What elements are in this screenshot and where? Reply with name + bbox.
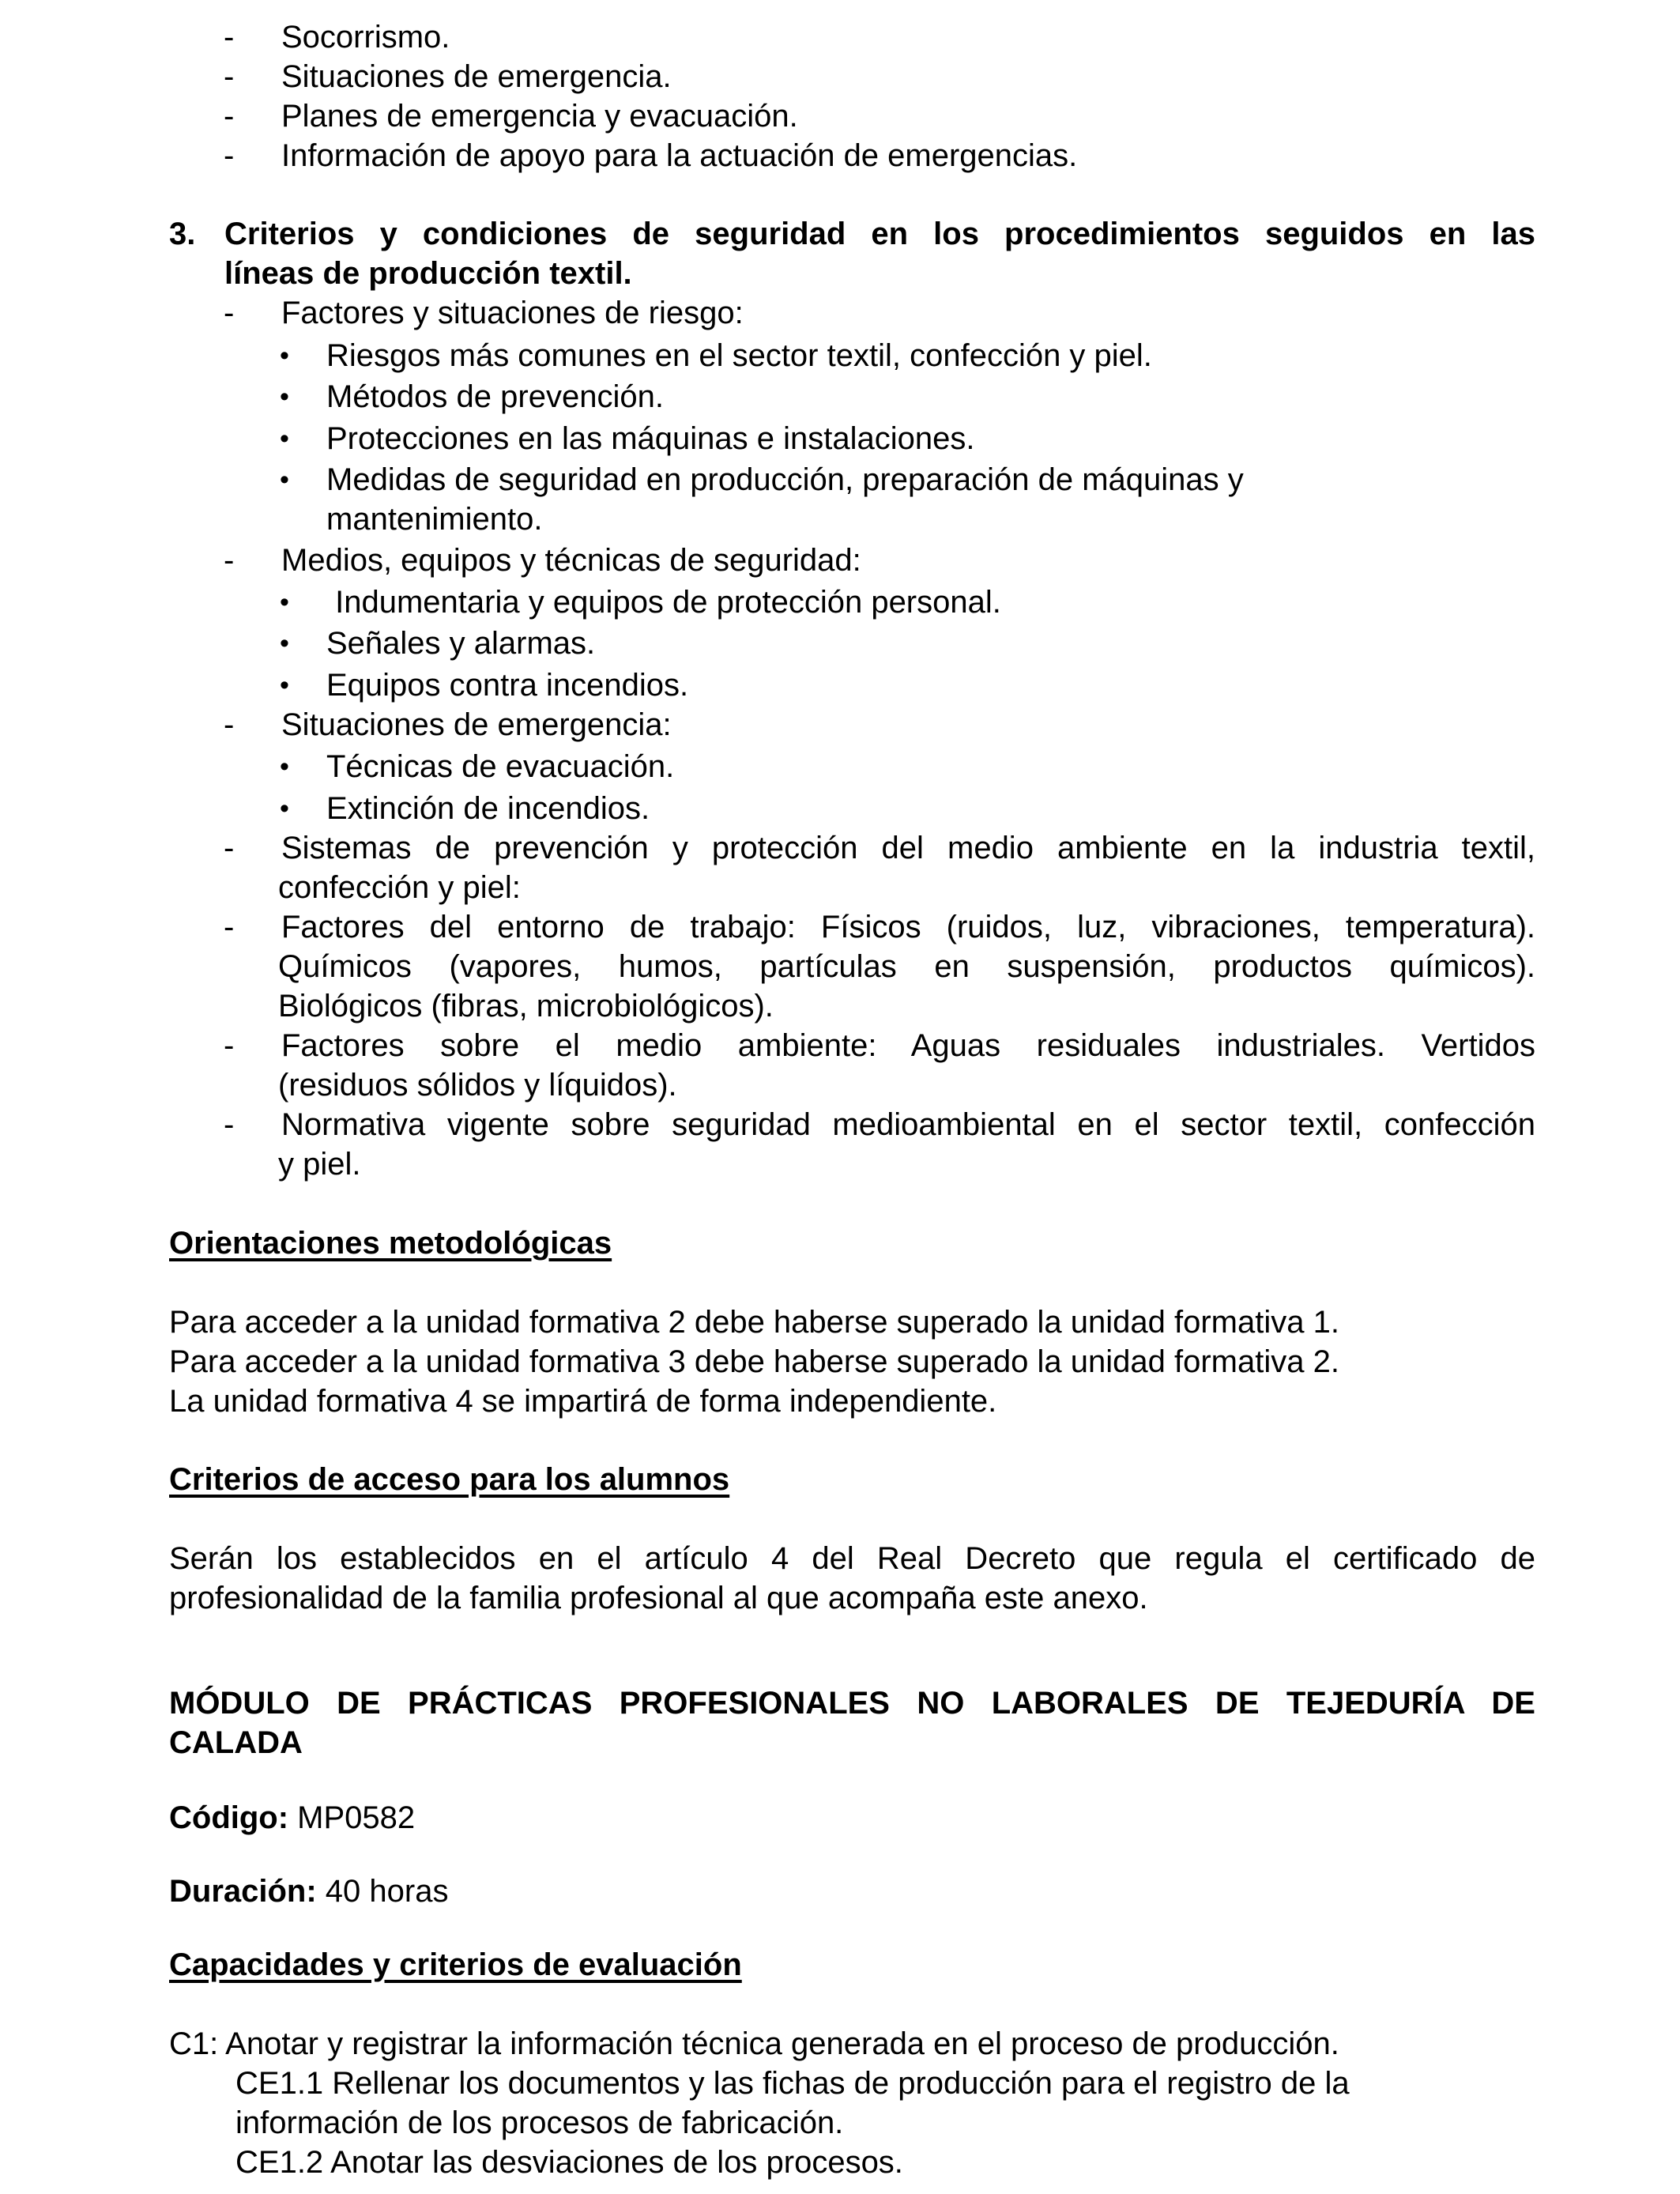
- criterio-ce1-2: CE1.2 Anotar las desviaciones de los procesos.: [235, 2145, 903, 2180]
- paragraph-line: Para acceder a la unidad formativa 3 debe haberse superado la unidad formativa 2.: [169, 1344, 1339, 1379]
- section-title-line-2: líneas de producción textil.: [224, 256, 632, 291]
- bullet-marker: •: [280, 341, 289, 371]
- bullet-text: Métodos de prevención.: [326, 379, 664, 414]
- codigo-line: [169, 1798, 415, 1838]
- bullet-text: Señales y alarmas.: [326, 626, 596, 661]
- dash-marker: -: [224, 296, 235, 330]
- list-item-continuation: Biológicos (fibras, microbiológicos).: [278, 989, 774, 1023]
- bullet-text: mantenimiento.: [326, 502, 543, 537]
- section-number: 3.: [169, 217, 196, 251]
- dash-marker: -: [224, 831, 235, 865]
- paragraph-line: Serán los establecidos en el artículo 4 del Real Decreto que regula el certificado de: [169, 1541, 1535, 1576]
- codigo-value: MP0582: [288, 1800, 416, 1835]
- orientaciones-heading: Orientaciones metodológicas: [169, 1226, 612, 1261]
- capacidades-heading: Capacidades y criterios de evaluación: [169, 1947, 742, 1982]
- dash-marker: -: [224, 1107, 235, 1142]
- bullet-marker: •: [280, 424, 289, 454]
- dash-marker: -: [224, 543, 235, 578]
- list-item-text: Factores del entorno de trabajo: Físicos (ruidos, luz, vibraciones, temperatura).: [281, 910, 1535, 944]
- modulo-title-line-2: CALADA: [169, 1725, 303, 1760]
- criterio-ce1-1-line-2: información de los procesos de fabricación.: [235, 2105, 844, 2140]
- bullet-marker: •: [280, 752, 289, 782]
- list-item-text: Factores sobre el medio ambiente: Aguas residuales industriales. Vertidos: [281, 1028, 1535, 1063]
- dash-marker: -: [224, 138, 235, 173]
- dash-marker: -: [224, 1028, 235, 1063]
- duracion-value: 40 horas: [316, 1874, 449, 1909]
- bullet-text: Extinción de incendios.: [326, 791, 650, 826]
- criterio-ce1-1-line-1: CE1.1 Rellenar los documentos y las fichas de producción para el registro de la: [235, 2066, 1350, 2101]
- codigo-label: Código:: [169, 1800, 289, 1835]
- modulo-title-line-1: MÓDULO DE PRÁCTICAS PROFESIONALES NO LABORALES DE TEJEDURÍA DE: [169, 1686, 1535, 1721]
- bullet-text: Riesgos más comunes en el sector textil, confección y piel.: [326, 338, 1152, 373]
- dash-marker: -: [224, 707, 235, 742]
- dash-marker: -: [224, 910, 235, 944]
- bullet-marker: •: [280, 670, 289, 700]
- paragraph-line: La unidad formativa 4 se impartirá de forma independiente.: [169, 1384, 997, 1419]
- duracion-label: Duración:: [169, 1874, 317, 1909]
- bullet-text: Técnicas de evacuación.: [326, 749, 675, 784]
- bullet-marker: •: [280, 465, 289, 495]
- bullet-text: Indumentaria y equipos de protección personal.: [326, 585, 1001, 620]
- paragraph-line: profesionalidad de la familia profesional al que acompaña este anexo.: [169, 1581, 1148, 1615]
- list-item-text: Sistemas de prevención y protección del medio ambiente en la industria textil,: [281, 831, 1535, 865]
- list-item-continuation: confección y piel:: [278, 870, 521, 905]
- bullet-marker: •: [280, 382, 289, 412]
- bullet-marker: •: [280, 587, 289, 617]
- section-title-line-1: Criterios y condiciones de seguridad en los procedimientos seguidos en las: [224, 217, 1535, 251]
- document-page: - Socorrismo. - Situaciones de emergencia. - Planes de emergencia y evacuación. - Información de apoyo para la actuación de emergencias. 3. Criterios y condiciones de seguridad en los procedimientos seguidos en las líneas de producción textil. - Factores y situaciones de riesgo: • Riesgos más comunes en el sector textil, confección y piel. • Métodos de prevención. • Protecciones en las máquinas e instalaciones. • Medidas de seguridad en producción, preparación de máquinas y mantenimiento. - Medios, equipos y técnicas de seguridad: • Indumentaria y equipos de protección personal. • Señales y alarmas. • Equipos contra incendios. - Situaciones de emergencia: • Técnicas de evacuación. • Extinción de incendios. - Sistemas de prevención y protección del medio ambiente en la industria textil, confección y piel: - Factores del entorno de trabajo: Físicos (ruidos, luz, vibraciones, temperatura). Químicos (vapores, humos, partículas en suspensión, productos químicos). Biológicos (fibras, microbiológicos). - Factores sobre el medio ambiente: Aguas residuales industriales. Vertidos (residuos sólidos y líquidos). - Normativa vigente sobre seguridad medioambiental en el sector textil, confección y piel. Orientaciones metodológicas Para acceder a la unidad formativa 2 debe haberse superado la unidad formativa 1. Para acceder a la unidad formativa 3 debe haberse superado la unidad formativa 2. La unidad formativa 4 se impartirá de forma independiente. Criterios de acceso para los alumnos Serán los establecidos en el artículo 4 del Real Decreto que regula el certificado de profesionalidad de la familia profesional al que acompaña este anexo. MÓDULO DE PRÁCTICAS PROFESIONALES NO LABORALES DE TEJEDURÍA DE CALADA Código: MP0582 Duración: 40 horas Capacidades y criterios de evaluación C1: Anotar y registrar la información técnica generada en el proceso de producción. CE1.1 Rellenar los documentos y las fichas de producción para el registro de la información de los procesos de fabricación. CE1.2 Anotar las desviaciones de los procesos.: [0, 0, 1680, 2194]
- bullet-text: Protecciones en las máquinas e instalaciones.: [326, 421, 975, 456]
- paragraph-line: Para acceder a la unidad formativa 2 debe haberse superado la unidad formativa 1.: [169, 1305, 1339, 1340]
- bullet-marker: •: [280, 628, 289, 658]
- list-item-continuation: y piel.: [278, 1147, 361, 1182]
- dash-marker: -: [224, 99, 235, 134]
- bullet-text: Equipos contra incendios.: [326, 668, 689, 703]
- criterios-acceso-heading: Criterios de acceso para los alumnos: [169, 1462, 730, 1497]
- bullet-text: Medidas de seguridad en producción, preparación de máquinas y: [326, 462, 1244, 497]
- capacidad-c1: C1: Anotar y registrar la información técnica generada en el proceso de producción.: [169, 2026, 1339, 2061]
- dash-marker: -: [224, 59, 235, 94]
- list-item-continuation: (residuos sólidos y líquidos).: [278, 1068, 677, 1103]
- bullet-marker: •: [280, 794, 289, 824]
- duracion-line: [169, 1872, 448, 1911]
- dash-marker: -: [224, 20, 235, 55]
- list-item-continuation: Químicos (vapores, humos, partículas en suspensión, productos químicos).: [278, 949, 1535, 984]
- list-item-text: Normativa vigente sobre seguridad medioambiental en el sector textil, confección: [281, 1107, 1535, 1142]
